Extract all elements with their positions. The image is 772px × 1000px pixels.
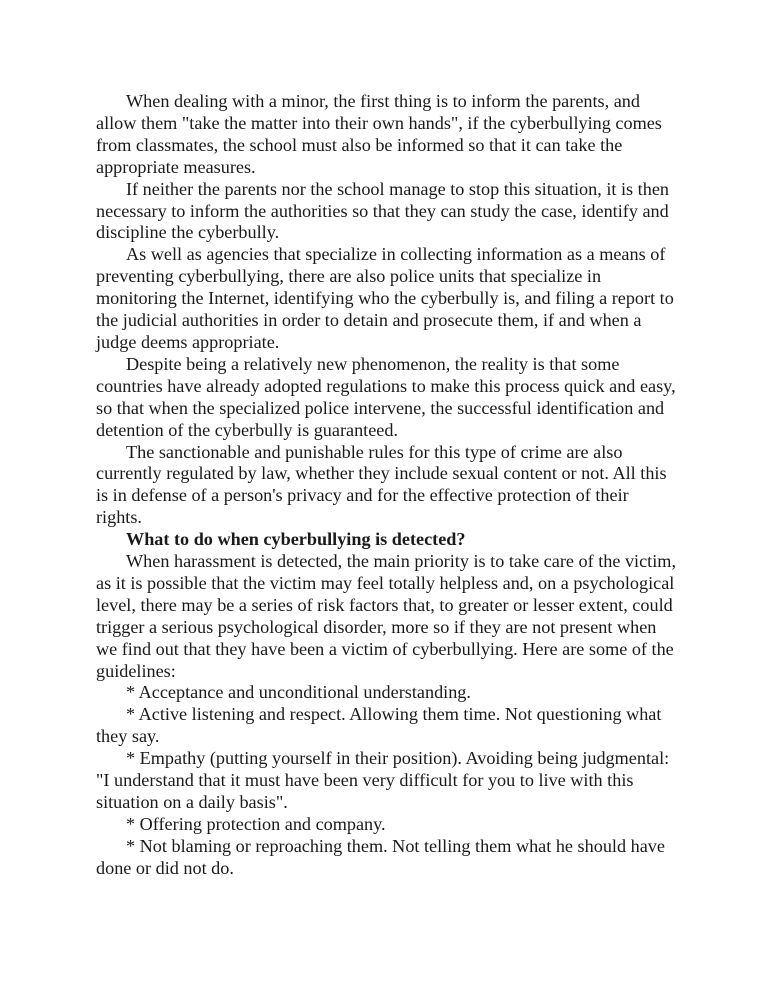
guideline-active-listening: * Active listening and respect. Allowing them time. Not questioning what they say. <box>96 704 662 747</box>
guideline-not-blaming: * Not blaming or reproaching them. Not telling them what he should have done or did not do. <box>96 835 665 878</box>
paragraph-inform-authorities: If neither the parents nor the school manage to stop this situation, it is then necessary to inform the authorities so that they can study the case, identify and discipline the cyberbully. <box>96 178 669 243</box>
paragraph-inform-parents: When dealing with a minor, the first thing is to inform the parents, and allow them "take the matter into their own hands", if the cyberbullying comes from classmates, the school must also be informed so that it can take the appropriate measures. <box>96 91 662 177</box>
paragraph-police-units: As well as agencies that specialize in collecting information as a means of preventing cyberbullying, there are also police units that specialize in monitoring the Internet, identifying who the cyberbully is, and filing a report to the judicial authorities in order to detain and prosecute them, if and when a judge deems appropriate. <box>96 244 674 352</box>
paragraph-sanctionable-rules: The sanctionable and punishable rules for this type of crime are also currently regulated by law, whether they include sexual content or not. All this is in defense of a person's privacy and for the effective protection of their rights. <box>96 441 667 528</box>
guideline-protection: * Offering protection and company. <box>126 813 386 834</box>
paragraph-harassment-detected: When harassment is detected, the main priority is to take care of the victim, as it is possible that the victim may feel totally helpless and, on a psychological level, there may be a series of risk factors that, to greater or lesser extent, could trigger a serious psychological disorder, more so if they are not present when we find out that they have been a victim of cyberbullying. Here are some of the guidelines: <box>96 551 676 681</box>
section-heading: What to do when cyberbullying is detected? <box>126 529 466 550</box>
guideline-empathy: * Empathy (putting yourself in their position). Avoiding being judgmental: "I understand that it must have been very difficult for you to live with this situation on a daily basis". <box>96 748 670 812</box>
guideline-acceptance: * Acceptance and unconditional understanding. <box>126 682 471 703</box>
paragraph-regulations: Despite being a relatively new phenomenon, the reality is that some countries have already adopted regulations to make this process quick and easy, so that when the specialized police intervene, the successful identification and detention of the cyberbully is guaranteed. <box>96 353 676 440</box>
document-page <box>96 91 676 880</box>
